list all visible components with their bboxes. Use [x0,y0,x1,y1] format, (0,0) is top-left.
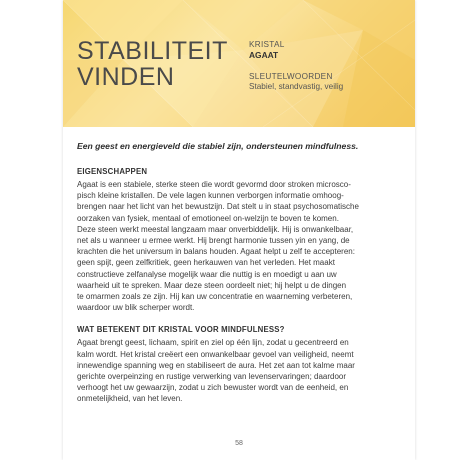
crystal-meta [249,40,343,91]
text-line: Agaat brengt geest, lichaam, spirit en ziel op één lijn, zodat u gecentreerd en [77,338,349,348]
crystal-value: AGAAT [249,50,279,60]
crystal-label: KRISTAL [249,40,285,49]
text-line: Deze steen werkt meestal langzaam maar onverbiddelijk. Hij is onwankelbaar, [77,224,354,234]
page-title: STABILITEIT VINDEN [77,37,228,91]
section-paragraph-properties [77,179,377,313]
header-banner [63,0,415,127]
text-line: verhoogt het uw gewaarzijn, zodat u zich bewuster wordt van de eenheid, en [77,383,349,393]
text-line: gerichte overpeinzing en rustige verwerking van levenservaringen; daardoor [77,372,347,382]
section-paragraph-mindfulness [77,337,377,404]
text-line: innewendige spanning weg en stabiliseert de aura. Het zet aan tot kalme maar [77,360,355,370]
page-number: 58 [235,440,243,447]
text-line: oorzaken van fysiek, mentaal of emotioneel on-welzijn te boven te komen. [77,213,339,223]
text-line: waarheid uit te spreken. Maar deze steen oordeelt niet; hij helpt u de dingen [77,280,347,290]
section-heading-mindfulness: WAT BETEKENT DIT KRISTAL VOOR MINDFULNESS? [77,325,285,335]
keywords-label: SLEUTELWOORDEN [249,72,333,81]
text-line: brengen naar het licht van het bewustzijn. Dat stelt u in staat psychosomatische [77,202,359,212]
text-line: krachten die het universum in balans houden. Agaat helpt u zelf te accepteren: [77,247,355,257]
lead-sentence: Een geest en energieveld die stabiel zijn, ondersteunen mindfulness. [77,141,359,151]
book-page [63,0,415,460]
text-line: geen spijt, geen zelfkritiek, geen herkauwen van het verleden. Het maakt [77,258,335,268]
text-line: te omarmen zoals ze zijn. Hij kan uw concentratie en waarneming verbeteren, [77,292,353,302]
text-line: constructieve zelfanalyse mogelijk waar die nuttig is en moedigt u aan uw [77,269,337,279]
section-heading-properties: EIGENSCHAPPEN [77,167,148,176]
text-line: net als u wanneer u ermee werkt. Hij brengt harmonie tussen yin en yang, de [77,236,350,246]
text-line: Agaat is een stabiele, sterke steen die wordt gevormd door stroken microsco- [77,180,351,189]
text-line: pisch kleine kristallen. De vele lagen kunnen verborgen informatie omhoog- [77,191,344,201]
keywords-value: Stabiel, standvastig, veilig [249,82,344,91]
text-line: waardoor uw blik scherper wordt. [77,303,195,313]
page-body [77,141,377,417]
text-line: onmetelijkheid, van het leven. [77,394,183,404]
text-line: kalm wordt. Het kristal creëert een onwankelbaar gevoel van veiligheid, neemt [77,349,354,359]
